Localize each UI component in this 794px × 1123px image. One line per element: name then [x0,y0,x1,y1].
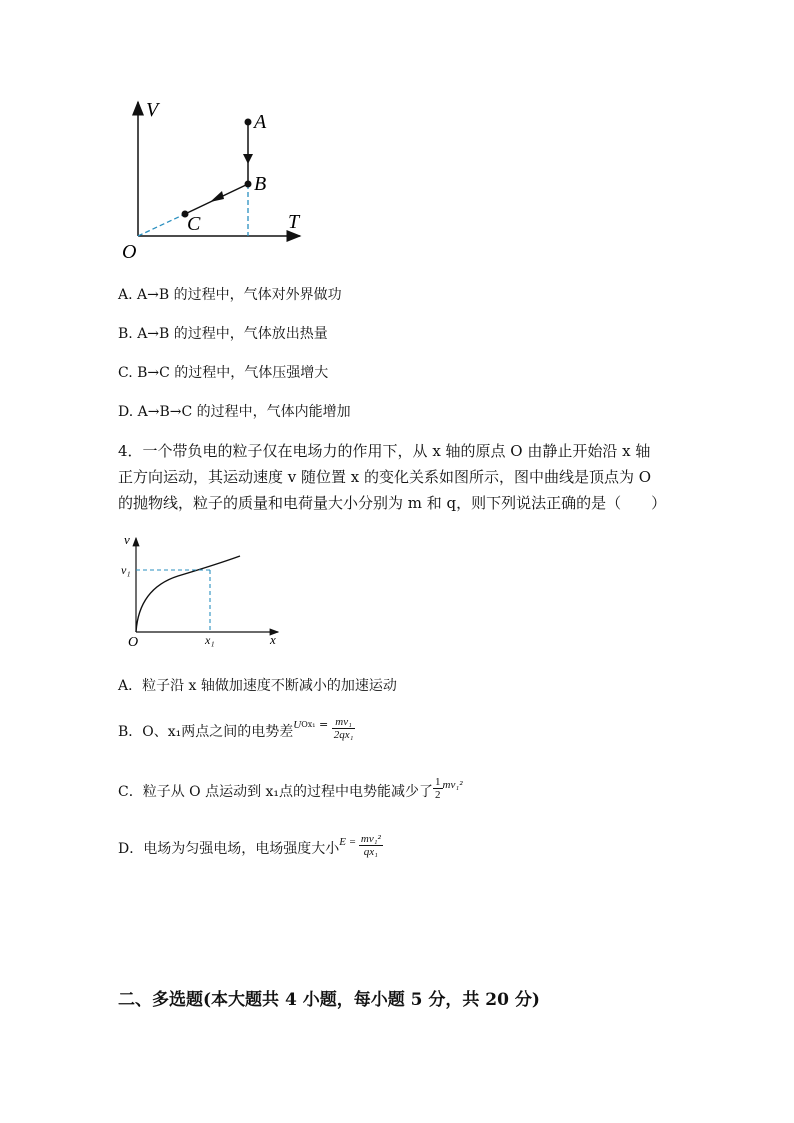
q4-option-c-text: C．粒子从 O 点运动到 x₁点的过程中电势能减少了 [118,784,434,800]
formula-u-sub: Ox₁ [301,720,316,729]
formula-e-frac [359,833,383,858]
q4-option-b-text: B．O、x₁两点之间的电势差 [118,724,294,740]
q3-option-d: D. A→B→C 的过程中，气体内能增加 [118,404,351,420]
formula-e-num: mv₁² [360,833,381,845]
q4-line-3: 的抛物线，粒子的质量和电荷量大小分别为 m 和 q，则下列说法正确的是（ ） [118,494,667,512]
section-title: 二、多选题(本大题共 4 小题，每小题 5 分，共 20 分) [118,990,540,1010]
point-a [245,119,252,126]
formula-half-den: 2 [435,789,441,801]
x1-label: x₁ [205,633,215,647]
q4-option-c [118,776,463,801]
origin-label-2: O [128,635,139,650]
formula-u-num: mv₁ [332,716,356,729]
formula-half-num: 1 [435,776,441,788]
formula-u-frac [332,716,356,741]
point-b-label: B [254,173,267,195]
arrow-ab [243,154,253,164]
point-a-label: A [254,111,267,133]
v1-label: v₁ [121,563,131,577]
formula-u-lhs: U [293,719,302,731]
x-axis-label-2: x [270,632,276,647]
formula-e-lhs: E = [339,836,359,848]
formula-u-eq: = [315,718,332,731]
q4-option-a: A．粒子沿 x 轴做加速度不断减小的加速运动 [118,678,397,694]
point-b [245,181,252,188]
parabola-curve [136,556,240,632]
formula-u-den: 2qx₁ [333,729,354,741]
q4-option-d [118,833,383,858]
vx-diagram [118,532,288,650]
formula-e-den: qx₁ [363,846,378,858]
vt-diagram [110,90,320,265]
formula-mv-sq: mv₁² [442,779,463,791]
q4-option-d-text: D．电场为匀强电场，电场强度大小 [118,841,340,857]
origin-label: O [122,241,137,263]
dashed-oc [138,214,185,236]
q4-line-1: 4．一个带负电的粒子仅在电场力的作用下，从 x 轴的原点 O 由静止开始沿 x 轴 [118,442,651,460]
q4-line-2: 正方向运动，其运动速度 v 随位置 x 的变化关系如图所示，图中曲线是顶点为 O [118,468,652,486]
t-axis-label: T [288,211,300,233]
v-axis-label-2: v [124,532,130,547]
q3-option-b: B. A→B 的过程中，气体放出热量 [118,326,328,342]
v-axis-label: V [146,99,159,121]
q3-option-a: A. A→B 的过程中，气体对外界做功 [118,287,342,303]
formula-half-frac [433,776,443,801]
q4-stem [118,438,678,516]
q3-option-c: C. B→C 的过程中，气体压强增大 [118,365,329,381]
q4-option-b [118,716,355,741]
point-c-label: C [187,213,201,235]
arrow-bc [210,191,224,202]
